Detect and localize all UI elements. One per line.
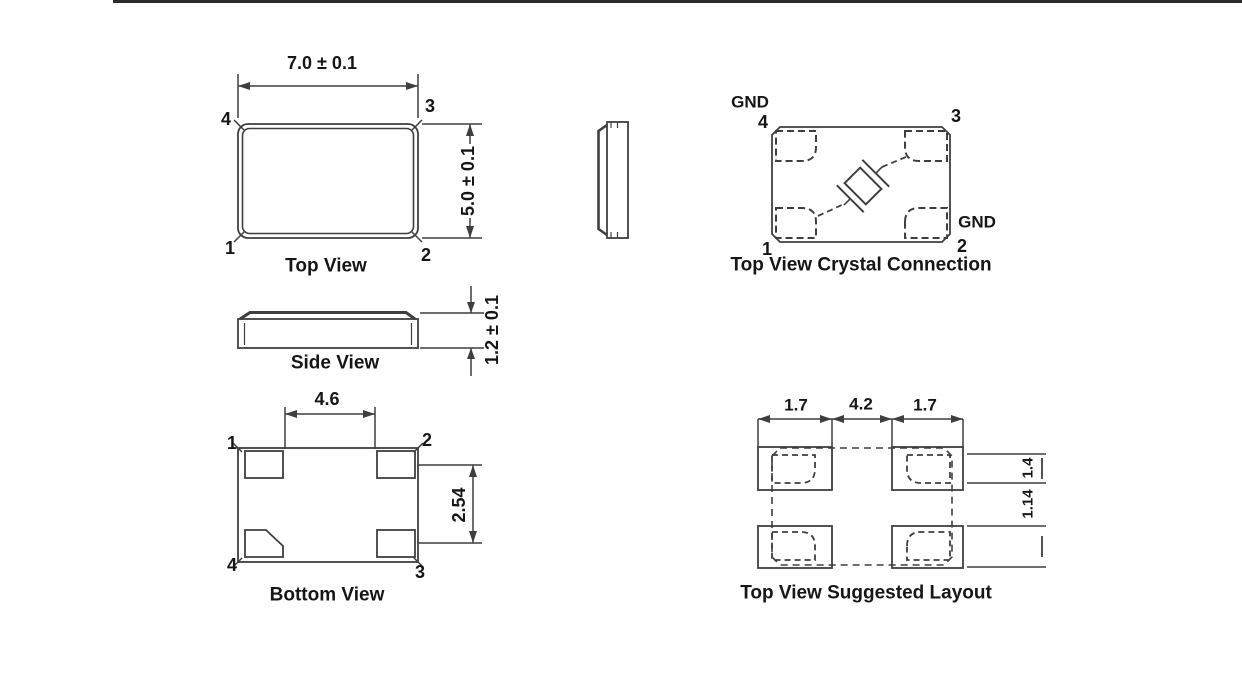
- crystal-connection-pin-2: 2: [956, 236, 968, 256]
- top-view-outline: [234, 120, 422, 242]
- crystal-connection-pin-4: 4: [757, 112, 769, 132]
- top-view-title: Top View: [285, 255, 367, 277]
- suggested-layout-title: Top View Suggested Layout: [740, 582, 992, 604]
- side-view-thickness-dimension: [420, 286, 484, 376]
- top-view-width-dimension: [238, 74, 418, 118]
- side-view-title: Side View: [290, 352, 380, 374]
- end-view-outline: [599, 122, 629, 238]
- crystal-leads: [818, 157, 906, 216]
- layout-land-pads: [758, 447, 963, 568]
- top-view-pin-2: 2: [420, 245, 432, 265]
- layout-horizontal-dimension: [758, 415, 963, 447]
- bottom-view-pin-4: 4: [226, 555, 238, 575]
- side-view-thickness-dim-text: 1.2 ± 0.1: [482, 295, 502, 365]
- bottom-view-outline: [233, 443, 423, 567]
- layout-left-pad-dim-text: 1.7: [784, 395, 808, 415]
- top-view-width-dim-text: 7.0 ± 0.1: [287, 53, 357, 73]
- top-view-height-dim-text: 5.0 ± 0.1: [458, 146, 478, 216]
- layout-right-pad-dim-text: 1.7: [913, 395, 937, 415]
- bottom-view-pin-1: 1: [226, 433, 238, 453]
- layout-pad-height-dim-text: 1.4: [1019, 457, 1037, 479]
- layout-row-gap-dim-text: 1.14: [1019, 489, 1037, 519]
- crystal-connection-pin-3: 3: [950, 106, 962, 126]
- bottom-view-span-dimension: [285, 407, 375, 449]
- layout-package-outline: [772, 448, 952, 565]
- bottom-view-pin-2: 2: [421, 430, 433, 450]
- crystal-connection-pin-1: 1: [761, 239, 773, 259]
- bottom-view-title: Bottom View: [269, 584, 385, 606]
- top-view-pin-1: 1: [224, 238, 236, 258]
- top-view-pin-4: 4: [220, 109, 232, 129]
- crystal-connection-outline: [772, 127, 950, 242]
- gnd-label-right: GND: [958, 212, 996, 232]
- gnd-label-top: GND: [731, 92, 769, 112]
- bottom-view-pitch-dim-text: 2.54: [449, 487, 469, 523]
- layout-center-gap-dim-text: 4.2: [849, 394, 873, 414]
- bottom-view-pin-3: 3: [414, 562, 426, 582]
- layout-device-pads: [772, 455, 950, 560]
- side-view-outline: [238, 313, 418, 349]
- crystal-connection-pads: [776, 131, 947, 238]
- crystal-connection-title: Top View Crystal Connection: [730, 254, 992, 276]
- crystal-symbol: [830, 153, 895, 218]
- bottom-view-span-dim-text: 4.6: [314, 389, 340, 409]
- top-view-pin-3: 3: [424, 96, 436, 116]
